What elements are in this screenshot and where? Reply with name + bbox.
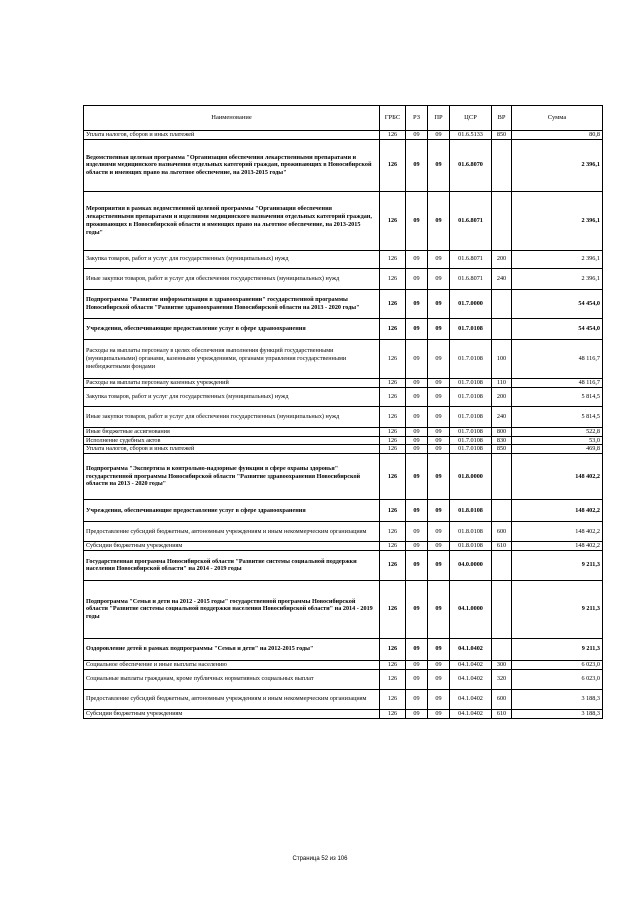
table-row — [84, 131, 603, 140]
cell-grbs: 126 — [380, 638, 406, 660]
cell-csr: 01.7.0108 — [450, 427, 492, 436]
cell-csr: 04.0.0000 — [450, 550, 492, 580]
cell-vr: 240 — [492, 406, 512, 427]
table-row — [84, 268, 603, 289]
cell-csr: 01.7.0108 — [450, 387, 492, 406]
cell-name: Исполнение судебных актов — [84, 436, 380, 445]
cell-vr: 100 — [492, 339, 512, 378]
header-sum: Сумма — [512, 106, 603, 131]
cell-sum: 148 402,2 — [512, 542, 603, 551]
cell-pr: 09 — [428, 689, 450, 709]
cell-sum: 2 396,1 — [512, 139, 603, 191]
cell-rz: 09 — [406, 427, 428, 436]
cell-sum: 3 188,3 — [512, 689, 603, 709]
cell-csr: 01.7.0108 — [450, 436, 492, 445]
cell-vr: 600 — [492, 522, 512, 542]
cell-sum: 148 402,2 — [512, 522, 603, 542]
budget-table — [83, 105, 603, 719]
table-row — [84, 500, 603, 522]
cell-grbs: 126 — [380, 669, 406, 689]
cell-grbs: 126 — [380, 378, 406, 387]
cell-vr — [492, 139, 512, 191]
header-rz: РЗ — [406, 106, 428, 131]
cell-vr — [492, 638, 512, 660]
cell-rz: 09 — [406, 318, 428, 339]
cell-rz: 09 — [406, 542, 428, 551]
cell-pr: 09 — [428, 445, 450, 454]
cell-pr: 09 — [428, 660, 450, 669]
cell-csr: 01.6.8071 — [450, 191, 492, 250]
cell-csr: 01.8.0108 — [450, 500, 492, 522]
cell-grbs: 126 — [380, 427, 406, 436]
table-row — [84, 339, 603, 378]
cell-rz: 09 — [406, 689, 428, 709]
cell-pr: 09 — [428, 250, 450, 268]
cell-rz: 09 — [406, 378, 428, 387]
cell-sum: 148 402,2 — [512, 500, 603, 522]
cell-pr: 09 — [428, 339, 450, 378]
cell-sum: 9 211,3 — [512, 550, 603, 580]
cell-sum: 469,8 — [512, 445, 603, 454]
cell-name: Учреждения, обеспечивающие предоставление услуг в сфере здравоохранения — [84, 318, 380, 339]
cell-grbs: 126 — [380, 689, 406, 709]
cell-pr: 09 — [428, 139, 450, 191]
table-row — [84, 542, 603, 551]
cell-csr: 01.6.8071 — [450, 250, 492, 268]
cell-csr: 01.8.0108 — [450, 542, 492, 551]
cell-csr: 04.1.0402 — [450, 660, 492, 669]
cell-pr: 09 — [428, 289, 450, 318]
cell-csr: 04.1.0402 — [450, 689, 492, 709]
cell-grbs: 126 — [380, 131, 406, 140]
cell-rz: 09 — [406, 522, 428, 542]
cell-name: Расходы на выплаты персоналу в целях обеспечения выполнения функций государственными (муниципальными) органами, казенными учреждениями, органами управления государственными внебюджетными фондами — [84, 339, 380, 378]
cell-rz: 09 — [406, 660, 428, 669]
cell-vr: 610 — [492, 542, 512, 551]
cell-pr: 09 — [428, 191, 450, 250]
cell-grbs: 126 — [380, 580, 406, 638]
cell-rz: 09 — [406, 406, 428, 427]
cell-sum: 48 116,7 — [512, 378, 603, 387]
cell-vr — [492, 454, 512, 500]
cell-vr: 110 — [492, 378, 512, 387]
cell-sum: 6 023,0 — [512, 669, 603, 689]
cell-vr: 300 — [492, 660, 512, 669]
cell-vr — [492, 500, 512, 522]
table-row — [84, 436, 603, 445]
table-row — [84, 709, 603, 718]
cell-grbs: 126 — [380, 250, 406, 268]
cell-sum: 2 396,1 — [512, 250, 603, 268]
cell-rz: 09 — [406, 436, 428, 445]
cell-csr: 01.7.0108 — [450, 406, 492, 427]
cell-sum: 5 814,5 — [512, 387, 603, 406]
table-row — [84, 318, 603, 339]
table-row — [84, 139, 603, 191]
cell-grbs: 126 — [380, 339, 406, 378]
cell-csr: 01.6.8071 — [450, 268, 492, 289]
cell-pr: 09 — [428, 378, 450, 387]
cell-pr: 09 — [428, 427, 450, 436]
cell-csr: 01.8.0000 — [450, 454, 492, 500]
cell-sum: 5 814,5 — [512, 406, 603, 427]
cell-pr: 09 — [428, 268, 450, 289]
cell-grbs: 126 — [380, 268, 406, 289]
cell-name: Социальные выплаты гражданам, кроме публичных нормативных социальных выплат — [84, 669, 380, 689]
cell-name: Государственная программа Новосибирской области "Развитие системы социальной поддержки населения Новосибирской области" на 2014 - 2019 годы — [84, 550, 380, 580]
table-row — [84, 454, 603, 500]
cell-name: Предоставление субсидий бюджетным, автономным учреждениям и иным некоммерческим организациям — [84, 522, 380, 542]
cell-vr: 800 — [492, 427, 512, 436]
cell-pr: 09 — [428, 522, 450, 542]
page-number: Страница 52 из 106 — [292, 856, 348, 862]
cell-csr: 04.1.0402 — [450, 669, 492, 689]
table-row — [84, 378, 603, 387]
cell-name: Субсидии бюджетным учреждениям — [84, 542, 380, 551]
header-csr: ЦСР — [450, 106, 492, 131]
cell-vr: 830 — [492, 436, 512, 445]
cell-rz: 09 — [406, 250, 428, 268]
cell-name: Уплата налогов, сборов и иных платежей — [84, 445, 380, 454]
cell-name: Закупка товаров, работ и услуг для государственных (муниципальных) нужд — [84, 387, 380, 406]
cell-name: Подпрограмма "Экспертиза и контрольно-надзорные функции в сфере охраны здоровья" государственной программы Новосибирской области "Развитие здравоохранения Новосибирской области на 2013 - 2020 годы" — [84, 454, 380, 500]
cell-sum: 54 454,0 — [512, 318, 603, 339]
cell-rz: 09 — [406, 268, 428, 289]
header-vr: ВР — [492, 106, 512, 131]
table-row — [84, 522, 603, 542]
cell-name: Иные бюджетные ассигнования — [84, 427, 380, 436]
cell-csr: 01.8.0108 — [450, 522, 492, 542]
cell-name: Иные закупки товаров, работ и услуг для обеспечения государственных (муниципальных) нужд — [84, 406, 380, 427]
cell-rz: 09 — [406, 445, 428, 454]
cell-csr: 01.7.0108 — [450, 445, 492, 454]
cell-vr — [492, 191, 512, 250]
cell-csr: 01.7.0108 — [450, 378, 492, 387]
cell-sum: 3 188,3 — [512, 709, 603, 718]
table-row — [84, 445, 603, 454]
cell-name: Подпрограмма "Развитие информатизации в здравоохранении" государственной программы Новосибирской области "Развитие здравоохранения Новосибирской области на 2013 - 2020 годы" — [84, 289, 380, 318]
cell-rz: 09 — [406, 191, 428, 250]
cell-csr: 04.1.0402 — [450, 709, 492, 718]
cell-grbs: 126 — [380, 318, 406, 339]
cell-pr: 09 — [428, 669, 450, 689]
cell-sum: 522,8 — [512, 427, 603, 436]
cell-name: Ведомственная целевая программа "Организация обеспечения лекарственными препаратами и изделиями медицинского назначения отдельных категорий граждан, проживающих в Новосибирской области и имеющих право на льготное обеспечение, на 2013-2015 годы" — [84, 139, 380, 191]
cell-pr: 09 — [428, 638, 450, 660]
cell-name: Расходы на выплаты персоналу казенных учреждений — [84, 378, 380, 387]
cell-rz: 09 — [406, 638, 428, 660]
cell-grbs: 126 — [380, 542, 406, 551]
table-row — [84, 550, 603, 580]
cell-grbs: 126 — [380, 660, 406, 669]
cell-vr: 240 — [492, 268, 512, 289]
cell-rz: 09 — [406, 339, 428, 378]
table-row — [84, 669, 603, 689]
table-row — [84, 689, 603, 709]
cell-grbs: 126 — [380, 387, 406, 406]
cell-vr: 200 — [492, 250, 512, 268]
table-row — [84, 638, 603, 660]
cell-csr: 01.7.0000 — [450, 289, 492, 318]
cell-vr: 320 — [492, 669, 512, 689]
table-row — [84, 250, 603, 268]
cell-vr: 850 — [492, 445, 512, 454]
cell-pr: 09 — [428, 580, 450, 638]
cell-grbs: 126 — [380, 454, 406, 500]
cell-grbs: 126 — [380, 500, 406, 522]
cell-rz: 09 — [406, 454, 428, 500]
cell-name: Социальное обеспечение и иные выплаты населению — [84, 660, 380, 669]
cell-vr — [492, 318, 512, 339]
cell-vr: 200 — [492, 387, 512, 406]
cell-pr: 09 — [428, 709, 450, 718]
cell-vr: 600 — [492, 689, 512, 709]
cell-grbs: 126 — [380, 289, 406, 318]
header-pr: ПР — [428, 106, 450, 131]
cell-pr: 09 — [428, 542, 450, 551]
cell-rz: 09 — [406, 139, 428, 191]
cell-name: Подпрограмма "Семья и дети на 2012 - 2015 годы" государственной программы Новосибирской области "Развитие системы социальной поддержки населения Новосибирской области" на 2014 - 2019 годы — [84, 580, 380, 638]
cell-grbs: 126 — [380, 406, 406, 427]
cell-rz: 09 — [406, 669, 428, 689]
cell-name: Мероприятия в рамках ведомственной целевой программы "Организация обеспечения лекарственными препаратами и изделиями медицинского назначения отдельных категорий граждан, проживающих в Новосибирской области и имеющих право на льготное обеспечение, на 2013-2015 годы" — [84, 191, 380, 250]
cell-rz: 09 — [406, 131, 428, 140]
cell-name: Предоставление субсидий бюджетным, автономным учреждениям и иным некоммерческим организациям — [84, 689, 380, 709]
table-header-row — [84, 106, 603, 131]
header-name: Наименование — [84, 106, 380, 131]
cell-sum: 53,0 — [512, 436, 603, 445]
table-row — [84, 406, 603, 427]
cell-sum: 9 211,3 — [512, 638, 603, 660]
table-body — [84, 131, 603, 719]
cell-sum: 54 454,0 — [512, 289, 603, 318]
cell-sum: 48 116,7 — [512, 339, 603, 378]
cell-sum: 148 402,2 — [512, 454, 603, 500]
cell-pr: 09 — [428, 500, 450, 522]
cell-grbs: 126 — [380, 436, 406, 445]
cell-sum: 9 211,3 — [512, 580, 603, 638]
cell-pr: 09 — [428, 436, 450, 445]
cell-rz: 09 — [406, 387, 428, 406]
cell-grbs: 126 — [380, 550, 406, 580]
cell-rz: 09 — [406, 550, 428, 580]
cell-rz: 09 — [406, 709, 428, 718]
table-row — [84, 660, 603, 669]
cell-name: Оздоровление детей в рамках подпрограммы "Семья и дети" на 2012-2015 годы" — [84, 638, 380, 660]
cell-csr: 04.1.0000 — [450, 580, 492, 638]
cell-sum: 6 023,0 — [512, 660, 603, 669]
cell-vr — [492, 580, 512, 638]
cell-rz: 09 — [406, 580, 428, 638]
cell-pr: 09 — [428, 550, 450, 580]
cell-name: Уплата налогов, сборов и иных платежей — [84, 131, 380, 140]
cell-name: Закупка товаров, работ и услуг для государственных (муниципальных) нужд — [84, 250, 380, 268]
cell-pr: 09 — [428, 131, 450, 140]
cell-pr: 09 — [428, 454, 450, 500]
table-row — [84, 387, 603, 406]
cell-sum: 2 396,1 — [512, 268, 603, 289]
cell-rz: 09 — [406, 289, 428, 318]
cell-grbs: 126 — [380, 191, 406, 250]
cell-vr — [492, 550, 512, 580]
cell-grbs: 126 — [380, 522, 406, 542]
header-grbs: ГРБС — [380, 106, 406, 131]
cell-csr: 01.7.0108 — [450, 318, 492, 339]
cell-csr: 01.6.8070 — [450, 139, 492, 191]
cell-name: Иные закупки товаров, работ и услуг для обеспечения государственных (муниципальных) нужд — [84, 268, 380, 289]
table-row — [84, 191, 603, 250]
cell-name: Учреждения, обеспечивающие предоставление услуг в сфере здравоохранения — [84, 500, 380, 522]
table-row — [84, 289, 603, 318]
cell-grbs: 126 — [380, 445, 406, 454]
cell-vr — [492, 289, 512, 318]
cell-csr: 04.1.0402 — [450, 638, 492, 660]
table-row — [84, 427, 603, 436]
cell-sum: 80,8 — [512, 131, 603, 140]
cell-grbs: 126 — [380, 139, 406, 191]
cell-vr: 850 — [492, 131, 512, 140]
cell-name: Субсидии бюджетным учреждениям — [84, 709, 380, 718]
table-row — [84, 580, 603, 638]
cell-pr: 09 — [428, 318, 450, 339]
cell-csr: 01.6.5133 — [450, 131, 492, 140]
cell-rz: 09 — [406, 500, 428, 522]
cell-sum: 2 396,1 — [512, 191, 603, 250]
cell-pr: 09 — [428, 406, 450, 427]
cell-csr: 01.7.0108 — [450, 339, 492, 378]
cell-grbs: 126 — [380, 709, 406, 718]
cell-vr: 610 — [492, 709, 512, 718]
cell-pr: 09 — [428, 387, 450, 406]
